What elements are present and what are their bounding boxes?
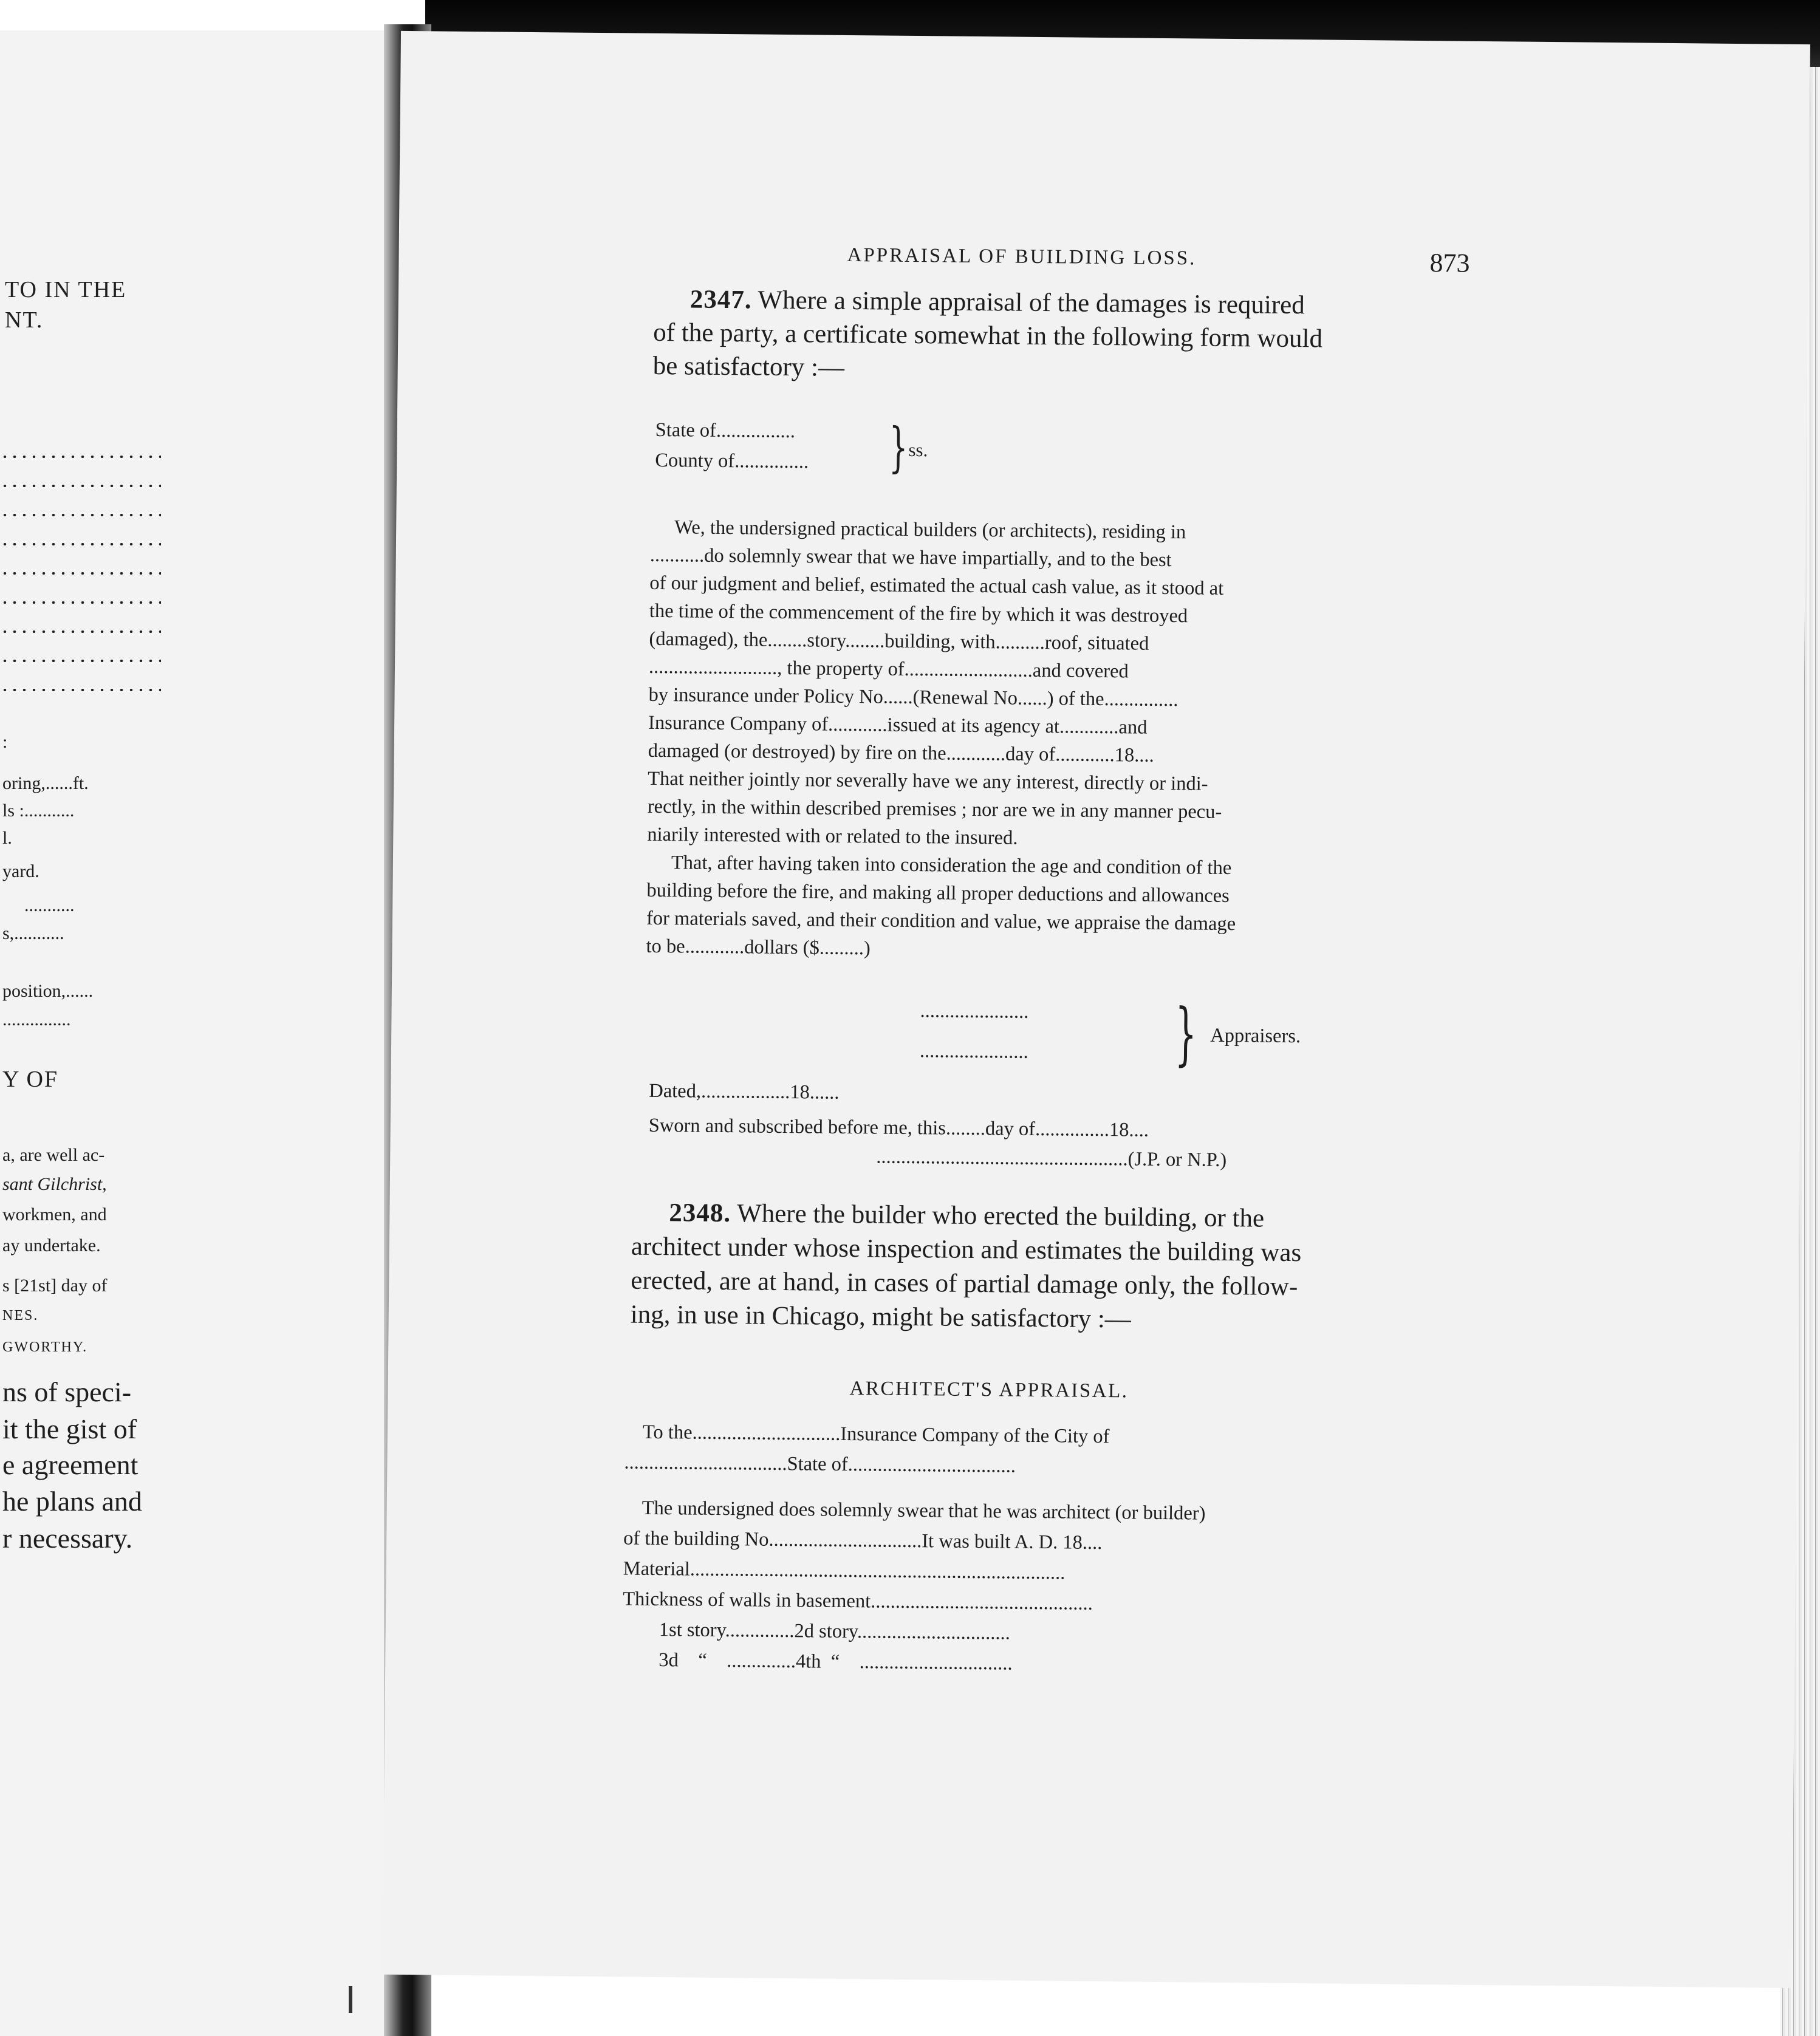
left-fragment: GWORTHY. — [2, 1339, 88, 1355]
left-heading-line-1: TO IN THE — [5, 277, 127, 302]
certificate-line: (damaged), the........story........building, with..........roof, situated — [649, 627, 1149, 655]
left-fragment: position,...... — [2, 981, 94, 1001]
appraiser-signature-line-1: ...................... — [920, 1000, 1029, 1023]
dated-line: Dated,..................18...... — [649, 1079, 840, 1104]
left-page — [0, 30, 389, 2036]
certificate-line: That neither jointly nor severally have we any interest, directly or indi- — [648, 767, 1208, 795]
running-head: APPRAISAL OF BUILDING LOSS. — [847, 244, 1197, 270]
certificate-line: damaged (or destroyed) by fire on the............day of............18.... — [648, 739, 1154, 767]
leader-dots — [0, 572, 161, 575]
section-number: 2348. — [669, 1198, 731, 1228]
architect-form-line: Material............................................................................ — [623, 1557, 1066, 1584]
architect-form-line: The undersigned does solemnly swear that he was architect (or builder) — [641, 1497, 1206, 1525]
venue-brace: } — [889, 415, 908, 479]
section-2347-line-1 — [690, 282, 1305, 322]
section-2348-line-4: ing, in use in Chicago, might be satisfactory :— — [630, 1300, 1132, 1334]
certificate-line: the time of the commencement of the fire by which it was destroyed — [649, 600, 1188, 627]
section-2347-line-3: be satisfactory :— — [652, 351, 845, 382]
left-fragment: l. — [2, 828, 12, 848]
certificate-line: rectly, in the within described premises ; nor are we in any manner pecu- — [647, 795, 1222, 823]
leader-dots — [0, 485, 161, 487]
appraisers-label: Appraisers. — [1210, 1024, 1301, 1048]
section-2348-line-2: architect under whose inspection and estimates the building was — [631, 1232, 1302, 1268]
left-fragment: ns of speci- — [2, 1376, 132, 1407]
appraiser-signature-line-2: ...................... — [919, 1040, 1028, 1063]
section-2347-line-2: of the party, a certificate somewhat in the following form would — [653, 318, 1323, 354]
architect-form-line: 1st story..............2d story............................... — [659, 1619, 1011, 1644]
certificate-line: Insurance Company of............issued at its agency at............and — [648, 711, 1148, 739]
left-fragment: ........... — [24, 895, 75, 915]
notary-line: ...................................................(J.P. or N.P.) — [876, 1146, 1227, 1171]
certificate-line: for materials saved, and their condition and value, we appraise the damage — [646, 907, 1236, 935]
certificate-line: by insurance under Policy No......(Renewal No......) of the............... — [648, 683, 1179, 711]
left-fragment: it the gist of — [2, 1413, 137, 1444]
leader-dots — [0, 660, 161, 662]
architect-form-line: Thickness of walls in basement............................................. — [623, 1588, 1093, 1614]
right-page — [382, 31, 1810, 1988]
leader-dots — [0, 630, 161, 633]
architect-form-line: .................................State of.................................. — [624, 1451, 1016, 1477]
architect-appraisal-title: ARCHITECT'S APPRAISAL. — [849, 1378, 1129, 1402]
left-fragment: NES. — [2, 1308, 39, 1324]
leader-dots — [0, 456, 161, 458]
scan-mark — [349, 1986, 352, 2013]
left-heading-fragment: Y OF — [2, 1067, 59, 1092]
left-fragment: e agreement — [2, 1449, 139, 1480]
certificate-line: ...........do solemnly swear that we have impartially, and to the best — [649, 544, 1172, 572]
left-fragment: r necessary. — [2, 1523, 133, 1554]
left-fragment: ls :........... — [2, 801, 75, 821]
left-fragment: workmen, and — [2, 1204, 107, 1225]
certificate-line: We, the undersigned practical builders (or architects), residing in — [674, 516, 1186, 544]
certificate-line: That, after having taken into consideration the age and condition of the — [671, 852, 1232, 880]
leader-dots — [0, 601, 161, 604]
leader-dots — [0, 689, 161, 691]
architect-form-line: of the building No...............................It was built A. D. 18.... — [623, 1527, 1103, 1554]
certificate-line: niarily interested with or related to the insured. — [647, 823, 1018, 849]
section-text: Where the builder who erected the building, or the — [736, 1199, 1265, 1233]
left-fragment: sant Gilchrist, — [2, 1174, 107, 1194]
certificate-line: building before the fire, and making all proper deductions and allowances — [646, 879, 1230, 907]
certificate-line: of our judgment and belief, estimated the actual cash value, as it stood at — [649, 572, 1224, 600]
venue-ss: ss. — [908, 439, 928, 461]
left-fragment: a, are well ac- — [2, 1145, 105, 1165]
certificate-line: .........................., the property of..........................and covered — [648, 655, 1129, 683]
section-number: 2347. — [689, 285, 752, 315]
left-fragment: s [21st] day of — [2, 1276, 108, 1296]
appraisers-brace: } — [1174, 994, 1197, 1074]
section-text: Where a simple appraisal of the damages is required — [758, 285, 1305, 320]
sworn-line: Sworn and subscribed before me, this........day of...............18.... — [648, 1114, 1149, 1141]
venue-state: State of................ — [655, 418, 796, 443]
left-fragment: : — [2, 732, 8, 752]
page-number: 873 — [1429, 248, 1470, 278]
section-2348-line-3: erected, are at hand, in cases of partial damage only, the follow- — [631, 1266, 1298, 1302]
left-fragment: ay undertake. — [2, 1235, 101, 1255]
venue-county: County of............... — [655, 449, 809, 473]
architect-form-line: 3d “ ..............4th “ ............................... — [659, 1649, 1022, 1675]
leader-dots — [0, 514, 161, 516]
left-fragment: s,........... — [2, 923, 64, 943]
left-fragment: oring,......ft. — [2, 773, 89, 793]
left-fragment: yard. — [2, 861, 39, 881]
left-fragment: he plans and — [2, 1486, 142, 1517]
leader-dots — [0, 543, 161, 545]
architect-form-line: To the..............................Insurance Company of the City of — [642, 1421, 1110, 1448]
certificate-line: to be............dollars ($.........) — [646, 935, 871, 960]
left-fragment: ............... — [2, 1009, 71, 1030]
section-2348-line-1 — [669, 1196, 1264, 1235]
left-heading-line-2: NT. — [5, 307, 44, 333]
